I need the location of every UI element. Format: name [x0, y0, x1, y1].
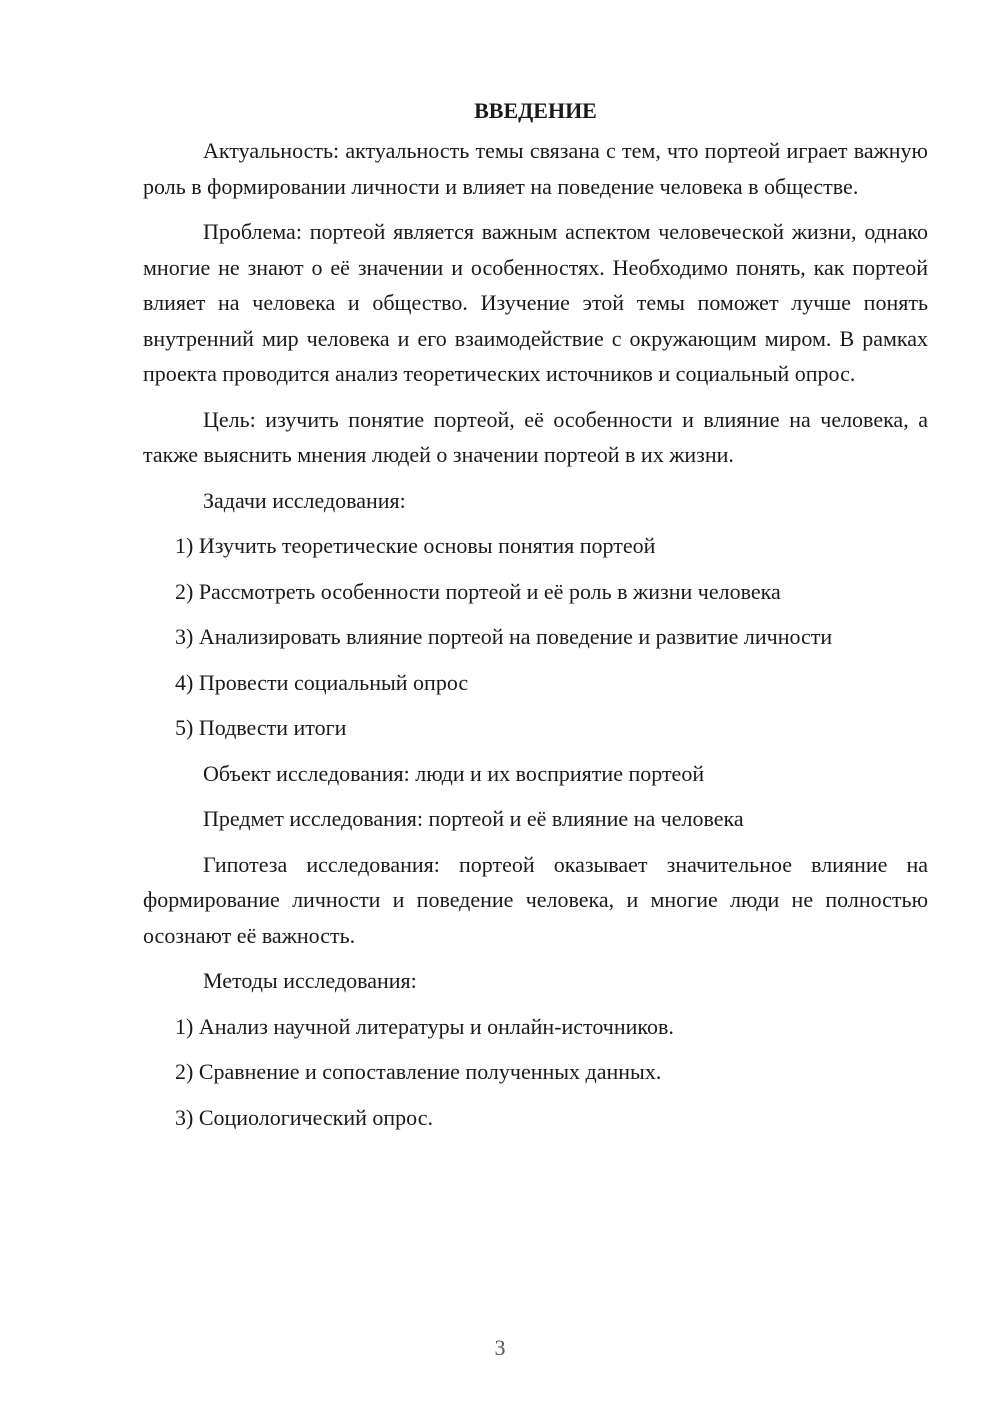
methods-title: Методы исследования: [203, 968, 417, 993]
section-heading: ВВЕДЕНИЕ [474, 98, 597, 123]
research-subject: Предмет исследования: портеой и её влияние на человека [203, 806, 744, 831]
tasks-list [143, 528, 928, 746]
tasks-title: Задачи исследования: [203, 487, 406, 513]
methods-list [143, 1009, 928, 1136]
list-item: 1) Анализ научной литературы и онлайн-источников. [175, 1013, 674, 1039]
list-item: 3) Анализировать влияние портеой на поведение и развитие личности [175, 624, 833, 649]
list-item: 3) Социологический опрос. [175, 1104, 433, 1130]
relevance-paragraph: Актуальность: актуальность темы связана с тем, что портеой играет важную роль в формировании личности и влияет на поведение человека в обществе. [143, 138, 928, 199]
problem-paragraph: Проблема: портеой является важным аспектом человеческой жизни, однако многие не знают о её значении и особенностях. Необходимо понять, как портеой влияет на человека и общество. Изучение этой темы поможет лучше понять внутренний мир человека и его взаимодействие с окружающим миром. В рамках проекта проводится анализ теоретических источников и социальный опрос. [143, 219, 928, 386]
page-number: 3 [494, 1335, 506, 1360]
hypothesis-paragraph: Гипотеза исследования: портеой оказывает значительное влияние на формирование личности и поведение человека, и многие люди не полностью осознают её важность. [143, 851, 928, 948]
list-item: 4) Провести социальный опрос [175, 669, 469, 695]
list-item: 5) Подвести итоги [175, 715, 347, 740]
list-item: 2) Сравнение и сопоставление полученных данных. [175, 1059, 662, 1084]
document-page [143, 95, 928, 1145]
goal-paragraph: Цель: изучить понятие портеой, её особенности и влияние на человека, а также выяснить мнения людей о значении портеой в их жизни. [143, 406, 928, 467]
list-item: 2) Рассмотреть особенности портеой и её роль в жизни человека [175, 578, 781, 604]
list-item: 1) Изучить теоретические основы понятия портеой [175, 533, 656, 558]
research-object: Объект исследования: люди и их восприятие портеой [203, 760, 705, 786]
